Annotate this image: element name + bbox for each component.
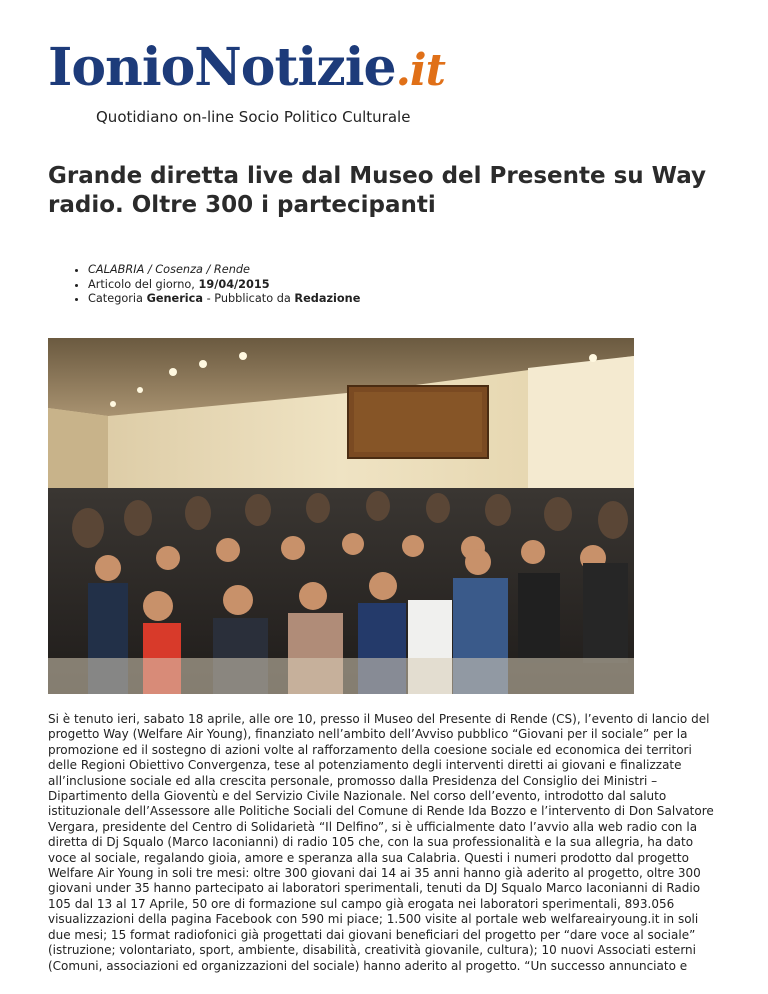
site-logo[interactable]: IonioNotizie.it — [48, 37, 445, 98]
article-publisher: Redazione — [294, 292, 361, 305]
article-photo — [48, 338, 634, 694]
article-meta — [70, 263, 360, 307]
site-tagline: Quotidiano on-line Socio Politico Culturale — [96, 108, 411, 126]
site-masthead[interactable] — [48, 38, 528, 138]
article-date-line: • Articolo del giorno, 19/04/2015 — [88, 278, 360, 293]
article-category-line: • Categoria Generica - Pubblicato da Redazione — [88, 292, 360, 307]
article-date: 19/04/2015 — [198, 277, 270, 291]
article-location: • CALABRIA / Cosenza / Rende — [88, 263, 360, 278]
site-logo-suffix: .it — [395, 45, 445, 96]
article-category: Generica — [146, 292, 203, 305]
article-title: Grande diretta live dal Museo del Presente su Way radio. Oltre 300 i partecipanti — [48, 163, 707, 218]
article-body: Si è tenuto ieri, sabato 18 aprile, alle ore 10, presso il Museo del Presente di Rende (CS), l’evento di lancio del progetto Way (Welfare Air Young), finanziato nell’ambito dell’Avviso pubblico “Giovani per il sociale” per la promozione ed il sostegno di azioni volte al rafforzamento della coesione sociale ed economica dei territori delle Regioni Obiettivo Convergenza, tese al potenziamento degli interventi diretti ai giovani e finalizzate all’inclusione sociale ed alla crescita personale, promosso dalla Presidenza del Consiglio dei Ministri – Dipartimento della Gioventù e del Servizio Civile Nazionale. Nel corso dell’evento, introdotto dal saluto istituzionale dell’Assessore alle Politiche Sociali del Comune di Rende Ida Bozzo e l’intervento di Don Salvatore Vergara, presidente del Centro di Solidarietà “Il Delfino”, si è ufficialmente dato l’avvio alla web radio con la diretta di Dj Squalo (Marco Iaconianni) di radio 105 che, con la sua professionalità e la sua allegria, ha dato voce al sociale, regalando gioia, amore e speranza alla sua Calabria. Questi i numeri prodotto dal progetto Welfare Air Young in soli tre mesi: oltre 300 giovani dai 14 ai 35 anni hanno già aderito al progetto, oltre 300 giovani under 35 hanno partecipato ai laboratori sperimentali, tenuti da DJ Squalo Marco Iaconianni di Radio 105 dal 13 al 17 Aprile, 50 ore di formazione sul campo già erogata nei laboratori sperimentali, 893.056 visualizzazioni della pagina Facebook con 590 mi piace; 1.500 visite al portale web welfareairyoung.it in soli due mesi; 15 format radiofonici già progettati dai giovani beneficiari del progetto per “dare voce al sociale” (istruzione; volontariato, sport, ambiente, disabilità, creatività giovanile, cultura); 10 nuovi Associati esterni (Comuni, associazioni ed organizzazioni del sociale) hanno aderito al progetto. “Un successo annunciato e — [48, 712, 714, 973]
